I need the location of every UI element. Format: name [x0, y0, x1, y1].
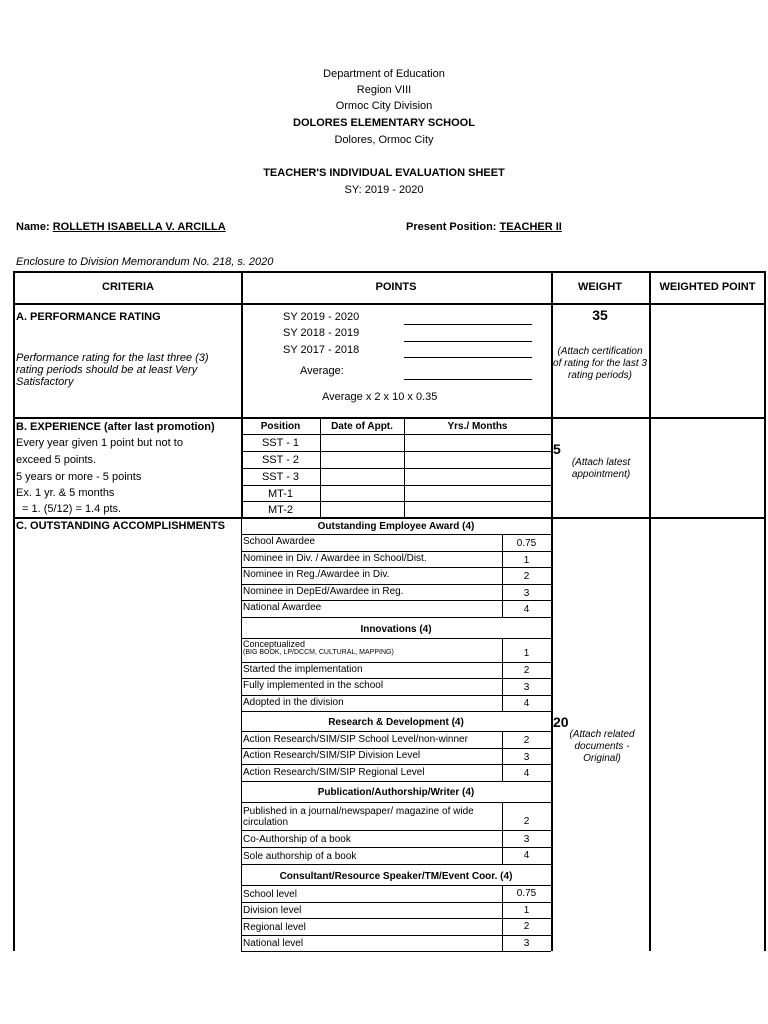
col-yrs-months: Yrs./ Months: [447, 421, 508, 432]
consultant-label: Regional level: [243, 922, 306, 933]
section-a-weight-note: (Attach certification of rating for the last 3 rating periods): [553, 346, 647, 381]
award-label: Nominee in Div. / Awardee in School/Dist.: [243, 553, 427, 564]
publication-label: Published in a journal/newspaper/ magazine of wide circulation: [243, 806, 474, 828]
award-pts: 1: [523, 555, 530, 566]
section-b-line-3: 5 years or more - 5 points: [16, 471, 142, 483]
publication-title: Publication/Authorship/Writer (4): [317, 787, 475, 798]
innovation-pts: 4: [523, 698, 530, 709]
research-pts: 4: [523, 768, 530, 779]
name-field: [16, 221, 226, 233]
school-address: Dolores, Ormoc City: [334, 134, 434, 146]
consultant-title: Consultant/Resource Speaker/TM/Event Coor. (4): [279, 871, 513, 882]
consultant-label: Division level: [243, 905, 302, 916]
position-row: SST - 1: [261, 437, 300, 449]
region: Region VIII: [356, 84, 412, 96]
col-points: POINTS: [375, 281, 417, 293]
position-row: MT-1: [267, 488, 294, 500]
section-a-title: A. PERFORMANCE RATING: [16, 311, 161, 323]
award-pts: 4: [523, 604, 530, 615]
publication-pts: 2: [523, 816, 530, 827]
innovation-pts: 3: [523, 682, 530, 693]
section-a-note: Performance rating for the last three (3) rating periods should be at least Very Satisfactory: [16, 352, 209, 388]
enclosure-note: Enclosure to Division Memorandum No. 218, s. 2020: [16, 256, 274, 268]
award-title: Outstanding Employee Award (4): [317, 521, 475, 532]
innovation-label: Started the implementation: [243, 664, 363, 675]
department-name: Department of Education: [323, 68, 445, 80]
award-pts: 2: [523, 571, 530, 582]
school-name: DOLORES ELEMENTARY SCHOOL: [293, 117, 475, 129]
sy-2017-2018: SY 2017 - 2018: [283, 344, 360, 356]
col-weight: WEIGHT: [578, 281, 622, 293]
name-value: ROLLETH ISABELLA V. ARCILLA: [52, 221, 226, 233]
sy-2018-2019: SY 2018 - 2019: [283, 327, 360, 339]
section-b-line-2: exceed 5 points.: [16, 454, 97, 466]
section-b-line-1: Every year given 1 point but not to: [16, 437, 183, 449]
col-position: Position: [260, 421, 301, 432]
average-label: Average:: [300, 365, 344, 377]
position-value: TEACHER II: [499, 221, 562, 233]
average-blank[interactable]: [404, 379, 532, 380]
consultant-pts: 1: [523, 905, 530, 916]
innovation-sub: (BIG BOOK, LP/DCCM, CULTURAL, MAPPING): [243, 649, 394, 656]
position-row: MT-2: [267, 504, 294, 516]
section-b-weight: 5: [553, 441, 561, 457]
consultant-pts: 3: [523, 938, 530, 949]
rating-blank-2[interactable]: [404, 341, 532, 342]
award-label: Nominee in DepEd/Awardee in Reg.: [243, 586, 404, 597]
sheet-title: TEACHER'S INDIVIDUAL EVALUATION SHEET: [263, 167, 505, 179]
section-b-line-4: Ex. 1 yr. & 5 months: [16, 487, 115, 499]
consultant-pts: 0.75: [516, 888, 537, 899]
award-pts: 3: [523, 588, 530, 599]
section-b-weight-note: (Attach latest appointment): [571, 457, 631, 480]
school-year: SY: 2019 - 2020: [344, 184, 424, 196]
average-formula: Average x 2 x 10 x 0.35: [322, 391, 438, 403]
innovation-title: Innovations (4): [360, 624, 432, 635]
award-pts: 0.75: [516, 538, 537, 549]
innovation-label: Conceptualized: [243, 639, 306, 649]
research-title: Research & Development (4): [328, 717, 464, 728]
publication-label: Sole authorship of a book: [243, 851, 357, 862]
publication-pts: 4: [523, 850, 530, 861]
rating-blank-3[interactable]: [404, 357, 532, 358]
col-weighted-point: WEIGHTED POINT: [659, 281, 756, 293]
section-c-title: C. OUTSTANDING ACCOMPLISHMENTS: [16, 520, 225, 532]
research-pts: 2: [523, 735, 530, 746]
award-label: School Awardee: [243, 536, 316, 547]
rating-blank-1[interactable]: [404, 324, 532, 325]
innovation-pts: 2: [523, 665, 530, 676]
position-label: Present Position:: [406, 221, 497, 233]
section-a-weight: 35: [592, 307, 608, 323]
position-row: SST - 3: [261, 471, 300, 483]
innovation-pts: 1: [523, 648, 530, 659]
col-date-appt: Date of Appt.: [331, 421, 393, 432]
award-label: National Awardee: [243, 602, 322, 613]
research-label: Action Research/SIM/SIP Regional Level: [243, 767, 425, 778]
consultant-pts: 2: [523, 921, 530, 932]
innovation-label: Adopted in the division: [243, 697, 344, 708]
research-pts: 3: [523, 752, 530, 763]
innovation-label: Fully implemented in the school: [243, 680, 384, 691]
name-label: Name:: [16, 221, 50, 233]
publication-label: Co-Authorship of a book: [243, 834, 351, 845]
consultant-label: National level: [243, 938, 304, 949]
col-criteria: CRITERIA: [102, 281, 154, 293]
research-label: Action Research/SIM/SIP School Level/non-winner: [243, 734, 468, 745]
position-field: [406, 221, 562, 233]
section-c-weight: 20: [553, 714, 569, 730]
research-label: Action Research/SIM/SIP Division Level: [243, 750, 421, 761]
consultant-label: School level: [243, 889, 297, 900]
publication-pts: 3: [523, 834, 530, 845]
position-row: SST - 2: [261, 454, 300, 466]
section-b-title: B. EXPERIENCE (after last promotion): [16, 421, 215, 433]
sy-2019-2020: SY 2019 - 2020: [283, 311, 360, 323]
award-label: Nominee in Reg./Awardee in Div.: [243, 569, 390, 580]
section-c-weight-note: (Attach related documents - Original): [569, 729, 635, 764]
section-b-line-5: = 1. (5/12) = 1.4 pts.: [22, 503, 122, 515]
division: Ormoc City Division: [335, 100, 433, 112]
